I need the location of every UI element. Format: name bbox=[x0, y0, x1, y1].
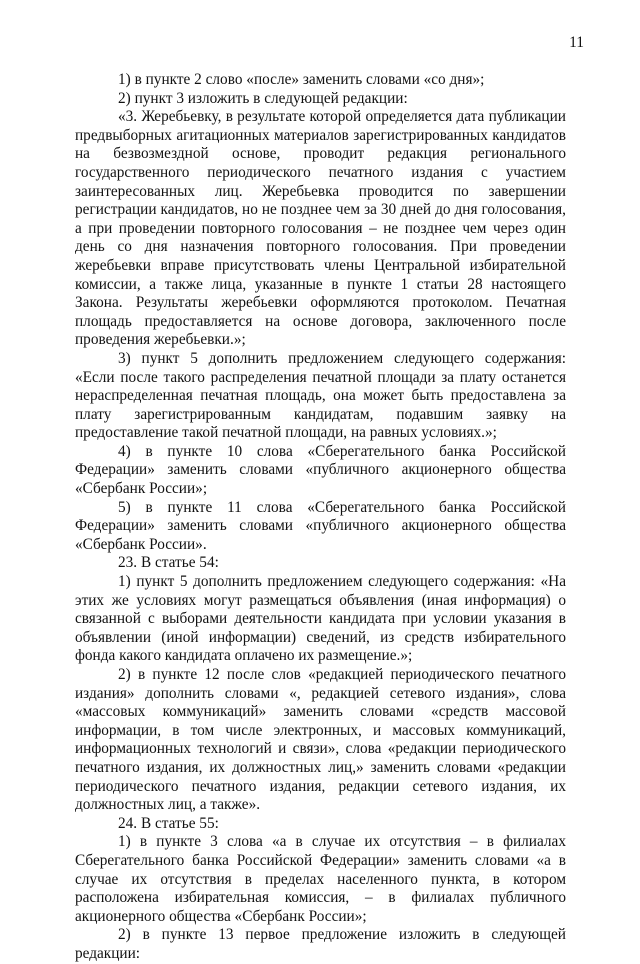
paragraph-1: 1) в пункте 2 слово «после» заменить словами «со дня»; bbox=[118, 71, 485, 88]
paragraph-9: 2) в пункте 12 после слов «редакцией периодического печатного издания» дополнить словами «, редакцией сетевого издания», слова «массовых коммуникаций» заменить словами «средств массовой информации, в том числе электронных, и массовых коммуникаций, информационных технологий и связи», слова «редакции периодического печатного издания, их должностных лиц,» заменить словами «редакции периодического печатного издания, редакции сетевого издания, их должностных лиц, а также». bbox=[75, 666, 566, 814]
paragraph-12: 2) в пункте 13 первое предложение изложить в следующей редакции: bbox=[75, 926, 566, 962]
paragraph-3: «3. Жеребьевку, в результате которой определяется дата публикации предвыборных агитационных материалов зарегистрированных кандидатов на безвозмездной основе, проводит редакция регионального государственного периодического печатного издания с участием заинтересованных лиц. Жеребьевка проводится по завершении регистрации кандидатов, но не позднее чем за 30 дней до дня голосования, а при проведении повторного голосования – не позднее чем через один день со дня назначения повторного голосования. При проведении жеребьевки вправе присутствовать члены Центральной избирательной комиссии, а также лица, указанные в пункте 1 статьи 28 настоящего Закона. Результаты жеребьевки оформляются протоколом. Печатная площадь предоставляется на основе договора, заключенного после проведения жеребьевки.»; bbox=[75, 108, 566, 349]
article-54-heading: 23. В статье 54: bbox=[118, 554, 219, 572]
document-body bbox=[75, 71, 566, 964]
paragraph-11: 1) в пункте 3 слова «а в случае их отсутствия – в филиалах Сберегательного банка Российской Федерации» заменить словами «а в случае их отсутствия в пределах населенного пункта, в котором расположена избирательная комиссия, – в филиалах публичного акционерного общества «Сбербанк России»; bbox=[75, 833, 566, 925]
paragraph-6: 5) в пункте 11 слова «Сберегательного банка Российской Федерации» заменить словами «публичного акционерного общества «Сбербанк России». bbox=[75, 498, 566, 553]
paragraph-8: 1) пункт 5 дополнить предложением следующего содержания: «На этих же условиях могут размещаться объявления (иная информация) о связанной с выборами деятельности кандидата при условии указания в объявлении (иной информации) сведений, из средств избирательного фонда какого кандидата оплачено их размещение.»; bbox=[75, 573, 566, 665]
paragraph-5: 4) в пункте 10 слова «Сберегательного банка Российской Федерации» заменить словами «публичного акционерного общества «Сбербанк России»; bbox=[75, 442, 566, 498]
paragraph-4: 3) пункт 5 дополнить предложением следующего содержания: «Если после такого распределения печатной площади за плату останется нераспределенная печатная площадь, она может быть предоставлена за плату зарегистрированным кандидатам, подавшим заявку на предоставление такой печатной площади, на равных условиях.»; bbox=[75, 349, 566, 442]
article-55-heading: 24. В статье 55: bbox=[118, 814, 219, 832]
page-number: 11 bbox=[569, 34, 584, 51]
paragraph-2: 2) пункт 3 изложить в следующей редакции: bbox=[118, 89, 408, 107]
